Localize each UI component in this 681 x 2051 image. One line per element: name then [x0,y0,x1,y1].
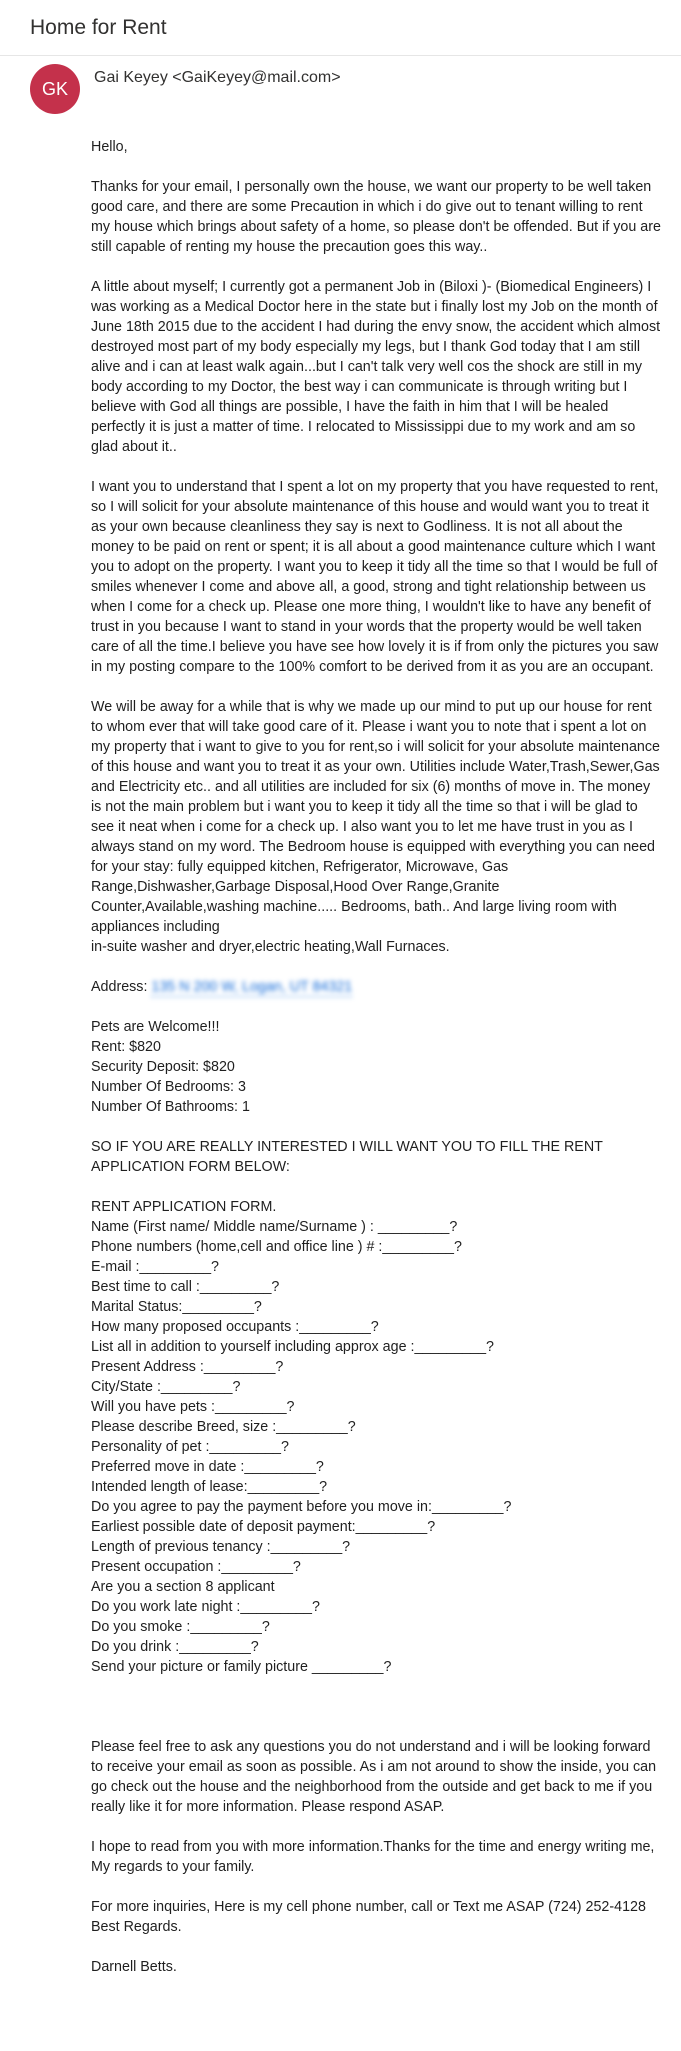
form-field-line: Present occupation :_________? [91,1559,301,1575]
address-label: Address: [91,979,148,995]
paragraph-contact: For more inquiries, Here is my cell phone number, call or Text me ASAP (724) 252-4128 Best Regards. [91,1899,646,1935]
form-field-line: Send your picture or family picture _________? [91,1659,392,1675]
email-body [91,137,663,1977]
form-field-line: Are you a section 8 applicant [91,1579,275,1595]
form-field-line: Phone numbers (home,cell and office line ) # :_________? [91,1239,462,1255]
form-field-line: How many proposed occupants :_________? [91,1319,379,1335]
email-subject: Home for Rent [30,15,167,39]
form-field-line: Best time to call :_________? [91,1279,280,1295]
rent-details: Pets are Welcome!!! Rent: $820 Security Deposit: $820 Number Of Bedrooms: 3 Number Of Bathrooms: 1 [91,1019,250,1115]
form-field-line: Do you smoke :_________? [91,1619,270,1635]
address-link[interactable]: 135 N 200 W, Logan, UT 84321 [151,979,353,995]
signature: Darnell Betts. [91,1959,177,1975]
form-field-line: Will you have pets :_________? [91,1399,295,1415]
form-field-line: Do you agree to pay the payment before you move in:_________? [91,1499,512,1515]
sender-avatar[interactable]: GK [30,64,80,114]
form-title: RENT APPLICATION FORM. [91,1199,277,1215]
form-fields [91,1217,663,1677]
form-field-line: Marital Status:_________? [91,1299,262,1315]
form-field-line: Personality of pet :_________? [91,1439,289,1455]
form-field-line: Do you drink :_________? [91,1639,259,1655]
paragraph-regards: I hope to read from you with more information.Thanks for the time and energy writing me, My regards to your family. [91,1839,655,1875]
form-field-line: List all in addition to yourself including approx age :_________? [91,1339,494,1355]
paragraph-utilities: We will be away for a while that is why we made up our mind to put up our house for rent to whom ever that will take good care of it. Please i want you to note that i spent a lot on my property that i want to give to you for rent,so i will solicit for your absolute maintenance of this house and want you to treat it as your own. Utilities include Water,Trash,Sewer,Gas and Electricity etc.. and all utilities are included for six (6) months of move in. The money is not the main problem but i want you to keep it tidy all the time so that i will be glad to see it neat when i come for a check up. I also want you to let me have trust in you as I always stand on my word. The Bedroom house is equipped with everything you can need for your stay: fully equipped kitchen, Refrigerator, Microwave, Gas Range,Dishwasher,Garbage Disposal,Hood Over Range,Granite Counter,Available,washing machine..... Bedrooms, bath.. And large living room with appliances including in-suite washer and dryer,electric heating,Wall Furnaces. [91,699,660,955]
form-field-line: Length of previous tenancy :_________? [91,1539,351,1555]
paragraph-questions: Please feel free to ask any questions you do not understand and i will be looking forward to receive your email as soon as possible. As i am not around to show the inside, you can go check out the house and the neighborhood from the outside and get back to me if you really like it for more information. Please respond ASAP. [91,1739,657,1815]
form-field-line: Please describe Breed, size :_________? [91,1419,356,1435]
form-field-line: Earliest possible date of deposit payment:_________? [91,1519,436,1535]
form-field-line: Intended length of lease:_________? [91,1479,328,1495]
paragraph-intro: Thanks for your email, I personally own the house, we want our property to be well taken good care, and there are some Precaution in which i do give out to tenant willing to rent my house which brings about safety of a home, so please don't be offended. But if you are still capable of renting my house the precaution goes this way.. [91,179,661,255]
paragraph-maintenance: I want you to understand that I spent a lot on my property that you have requested to rent, so I will solicit for your absolute maintenance of this house and would want you to treat it as your own because cleanliness they say is next to Godliness. It is not all about the money to be paid on rent or spent; it is all about a good maintenance culture which I want you to adopt on the property. I want you to keep it tidy all the time so that I would be full of smiles whenever I come and above all, a good, strong and tight relationship between us when I come for a check up. Please one more thing, I wouldn't like to have any benefit of trust in you because I want to stand in your words that the property would be well taken care of all the time.I believe you have see how lovely it is if from only the pictures you saw in my posting compare to the 100% comfort to be derived from it as you are an occupant. [91,479,659,675]
form-field-line: Name (First name/ Middle name/Surname ) : _________? [91,1219,458,1235]
form-field-line: Do you work late night :_________? [91,1599,320,1615]
sender-row [30,64,341,114]
form-field-line: Preferred move in date :_________? [91,1459,324,1475]
form-field-line: City/State :_________? [91,1379,241,1395]
call-to-action: SO IF YOU ARE REALLY INTERESTED I WILL WANT YOU TO FILL THE RENT APPLICATION FORM BELOW: [91,1139,603,1175]
form-field-line: Present Address :_________? [91,1359,284,1375]
form-field-line: E-mail :_________? [91,1259,219,1275]
subject-bar [0,0,681,56]
paragraph-about-owner: A little about myself; I currently got a permanent Job in (Biloxi )- (Biomedical Engineers) I was working as a Medical Doctor here in the state but i finally lost my Job on the month of June 18th 2015 due to the accident I had during the envy snow, the accident which almost destroyed most part of my body especially my legs, but I thank God today that I am still alive and i can at least walk again...but I can't talk very well cos the shock are still in my body according to my Doctor, the best way i can communicate is through writing but I believe with God all things are possible, I have the faith in him that I will be healed perfectly it is just a matter of time. I relocated to Mississippi due to my work and am so glad about it.. [91,279,661,455]
sender-name[interactable]: Gai Keyey <GaiKeyey@mail.com> [94,69,341,86]
greeting: Hello, [91,139,128,155]
address-line [91,977,663,997]
